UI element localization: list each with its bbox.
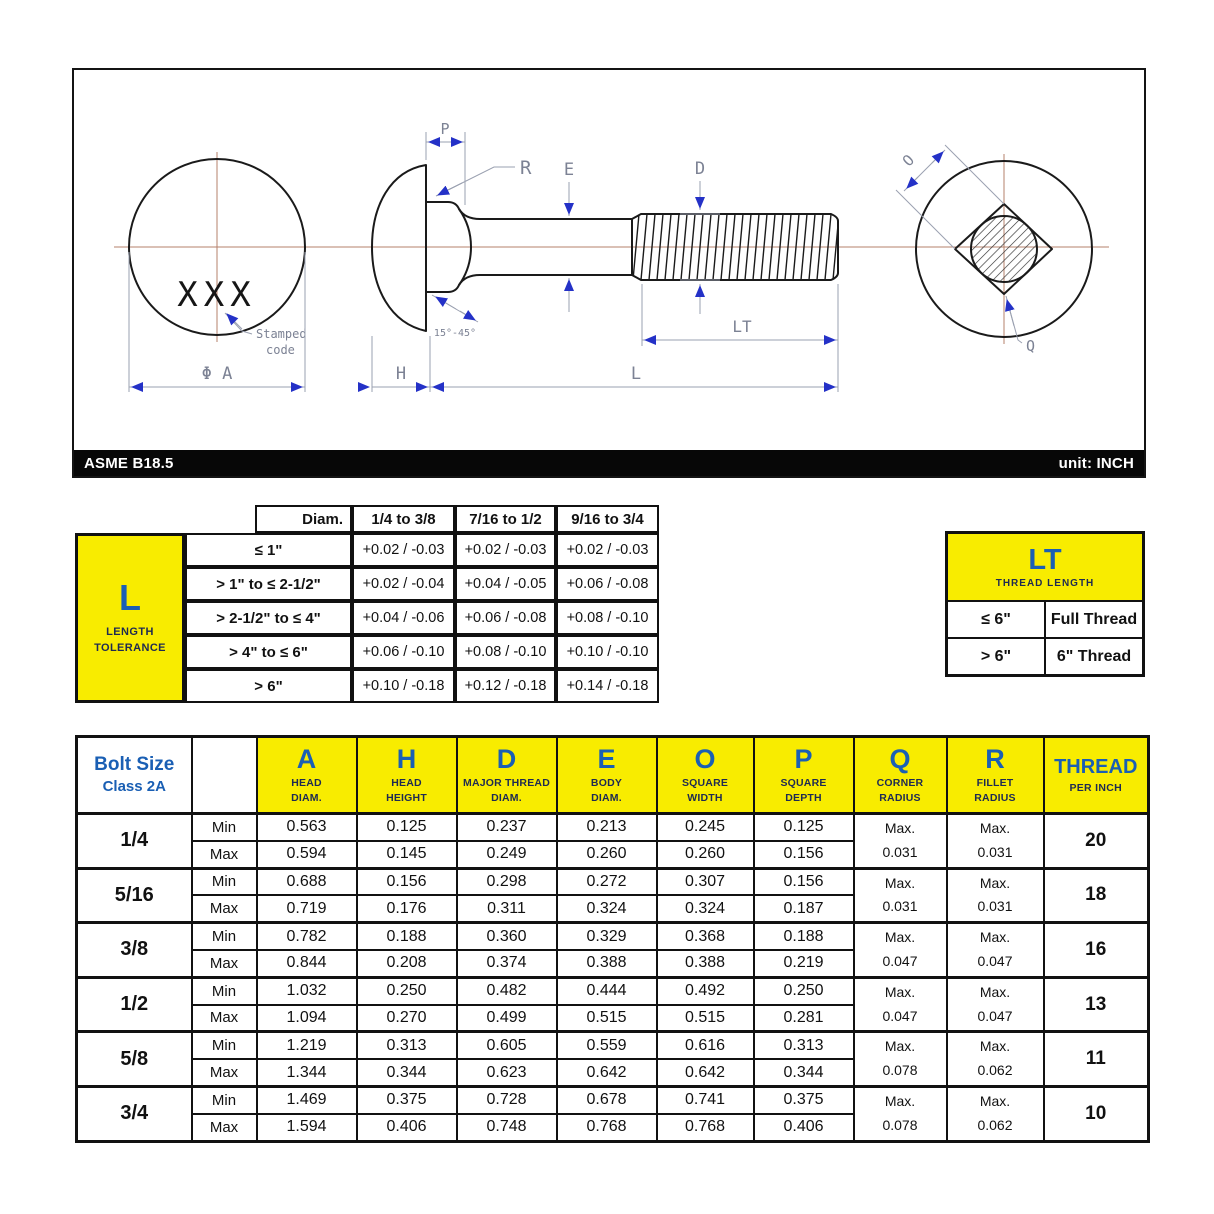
length-range: > 4" to ≤ 6": [185, 635, 352, 669]
threads-per-inch: 18: [1044, 868, 1149, 923]
tolerance-value: +0.06 / -0.08: [455, 601, 556, 635]
length-tolerance-table: [75, 505, 659, 703]
value-cell: 0.272: [557, 868, 657, 895]
value-cell: 0.444: [557, 977, 657, 1004]
corner-radius-cell: Max. 0.031: [854, 814, 947, 869]
diam-header: Diam.: [255, 505, 352, 533]
tolerance-value: +0.08 / -0.10: [455, 635, 556, 669]
threads-per-inch: 13: [1044, 977, 1149, 1032]
value-cell: 0.188: [754, 923, 854, 950]
fillet-radius-cell: Max. 0.047: [947, 923, 1044, 978]
column-header-q: Q CORNER RADIUS: [854, 737, 947, 814]
column-header-p: P SQUARE DEPTH: [754, 737, 854, 814]
length-range: > 1" to ≤ 2-1/2": [185, 567, 352, 601]
svg-text:P: P: [440, 120, 450, 138]
svg-text:code: code: [266, 343, 295, 357]
min-label: Min: [192, 1032, 257, 1059]
value-cell: 0.249: [457, 841, 557, 868]
diam-range-header: 7/16 to 1/2: [455, 505, 556, 533]
threads-per-inch: 20: [1044, 814, 1149, 869]
max-label: Max: [192, 1059, 257, 1086]
tolerance-value: +0.12 / -0.18: [455, 669, 556, 703]
value-cell: 0.768: [657, 1114, 754, 1141]
value-cell: 0.406: [754, 1114, 854, 1141]
dim-q: [1006, 296, 1035, 355]
max-label: Max: [192, 895, 257, 922]
bolt-size: 1/2: [77, 977, 192, 1032]
tolerance-value: +0.02 / -0.03: [455, 533, 556, 567]
column-header-a: A HEAD DIAM.: [257, 737, 357, 814]
svg-text:LT: LT: [732, 317, 752, 336]
bolt-size: 3/8: [77, 923, 192, 978]
value-cell: 0.375: [357, 1086, 457, 1113]
value-cell: 0.642: [657, 1059, 754, 1086]
min-label: Min: [192, 814, 257, 841]
value-cell: 1.219: [257, 1032, 357, 1059]
value-cell: 0.748: [457, 1114, 557, 1141]
value-cell: 0.406: [357, 1114, 457, 1141]
tolerance-value: +0.08 / -0.10: [556, 601, 659, 635]
tolerance-value: +0.06 / -0.08: [556, 567, 659, 601]
svg-text:15°-45°: 15°-45°: [433, 328, 477, 339]
fillet-radius-cell: Max. 0.031: [947, 868, 1044, 923]
max-label: Max: [192, 841, 257, 868]
value-cell: 0.515: [557, 1005, 657, 1032]
value-cell: 0.313: [754, 1032, 854, 1059]
value-cell: 0.156: [754, 841, 854, 868]
length-range: ≤ 1": [185, 533, 352, 567]
corner-radius-cell: Max. 0.047: [854, 977, 947, 1032]
length-range: > 2-1/2" to ≤ 4": [185, 601, 352, 635]
min-label: Min: [192, 923, 257, 950]
value-cell: 0.642: [557, 1059, 657, 1086]
value-cell: 0.125: [754, 814, 854, 841]
column-header-d: D MAJOR THREAD DIAM.: [457, 737, 557, 814]
length-range: > 6": [185, 669, 352, 703]
value-cell: 0.245: [657, 814, 754, 841]
tolerance-value: +0.10 / -0.10: [556, 635, 659, 669]
threads-per-inch: 16: [1044, 923, 1149, 978]
tolerance-value: +0.02 / -0.03: [556, 533, 659, 567]
thread-length-value: 6" Thread: [1045, 638, 1144, 676]
min-label: Min: [192, 868, 257, 895]
svg-text:R: R: [520, 157, 532, 179]
threads-per-inch: 11: [1044, 1032, 1149, 1087]
blank-header-cell: [192, 737, 257, 814]
value-cell: 0.719: [257, 895, 357, 922]
value-cell: 1.469: [257, 1086, 357, 1113]
max-label: Max: [192, 1114, 257, 1141]
length-tolerance-title: [75, 533, 185, 703]
carriage-bolt-drawing: [74, 70, 1144, 450]
svg-text:Q: Q: [1026, 337, 1036, 355]
thread-length-letter: LT: [1028, 543, 1062, 576]
value-cell: 0.563: [257, 814, 357, 841]
length-tolerance-caption: LENGTH TOLERANCE: [94, 625, 166, 654]
value-cell: 0.616: [657, 1032, 754, 1059]
value-cell: 0.237: [457, 814, 557, 841]
bolt-size: 1/4: [77, 814, 192, 869]
unit-label: unit: INCH: [1058, 454, 1134, 472]
dim-lt: [642, 284, 838, 392]
value-cell: 0.145: [357, 841, 457, 868]
max-label: Max: [192, 950, 257, 977]
value-cell: 0.329: [557, 923, 657, 950]
value-cell: 0.208: [357, 950, 457, 977]
column-header-e: E BODY DIAM.: [557, 737, 657, 814]
value-cell: 0.375: [754, 1086, 854, 1113]
value-cell: 0.260: [657, 841, 754, 868]
thread-length-condition: ≤ 6": [947, 601, 1046, 638]
value-cell: 0.260: [557, 841, 657, 868]
svg-text:L: L: [630, 364, 642, 384]
value-cell: 0.678: [557, 1086, 657, 1113]
value-cell: 1.094: [257, 1005, 357, 1032]
value-cell: 1.344: [257, 1059, 357, 1086]
value-cell: 0.250: [754, 977, 854, 1004]
column-header-o: O SQUARE WIDTH: [657, 737, 754, 814]
tolerance-value: +0.14 / -0.18: [556, 669, 659, 703]
value-cell: 0.213: [557, 814, 657, 841]
value-cell: 0.688: [257, 868, 357, 895]
value-cell: 0.219: [754, 950, 854, 977]
value-cell: 0.482: [457, 977, 557, 1004]
svg-text:E: E: [563, 160, 575, 180]
dim-h-l: [358, 336, 838, 392]
value-cell: 0.311: [457, 895, 557, 922]
svg-text:O: O: [898, 151, 919, 171]
column-header-h: H HEAD HEIGHT: [357, 737, 457, 814]
drawing-frame: [72, 68, 1146, 478]
fillet-radius-cell: Max. 0.031: [947, 814, 1044, 869]
value-cell: 0.270: [357, 1005, 457, 1032]
center-lines: [114, 152, 1109, 344]
value-cell: 0.313: [357, 1032, 457, 1059]
value-cell: 0.250: [357, 977, 457, 1004]
value-cell: 0.324: [657, 895, 754, 922]
tolerance-value: +0.10 / -0.18: [352, 669, 455, 703]
value-cell: 0.374: [457, 950, 557, 977]
svg-text:H: H: [395, 364, 407, 384]
bolt-spec-table: [75, 735, 1150, 1143]
min-label: Min: [192, 1086, 257, 1113]
dim-r: [436, 157, 532, 196]
standard-label: ASME B18.5: [84, 454, 174, 472]
value-cell: 0.388: [557, 950, 657, 977]
svg-text:D: D: [694, 159, 706, 179]
thread-length-title: [947, 533, 1144, 602]
value-cell: 1.594: [257, 1114, 357, 1141]
value-cell: 0.188: [357, 923, 457, 950]
threads-per-inch: 10: [1044, 1086, 1149, 1141]
corner-radius-cell: Max. 0.031: [854, 868, 947, 923]
value-cell: 1.032: [257, 977, 357, 1004]
tolerance-value: +0.02 / -0.04: [352, 567, 455, 601]
diam-range-header: 9/16 to 3/4: [556, 505, 659, 533]
diam-range-header: 1/4 to 3/8: [352, 505, 455, 533]
value-cell: 0.768: [557, 1114, 657, 1141]
stamp-text: XXX: [177, 275, 257, 315]
tolerance-value: +0.04 / -0.06: [352, 601, 455, 635]
value-cell: 0.156: [754, 868, 854, 895]
value-cell: 0.324: [557, 895, 657, 922]
tolerance-value: +0.04 / -0.05: [455, 567, 556, 601]
thread-length-table: [945, 531, 1145, 677]
value-cell: 0.187: [754, 895, 854, 922]
bolt-size: 5/16: [77, 868, 192, 923]
value-cell: 0.344: [357, 1059, 457, 1086]
value-cell: 0.782: [257, 923, 357, 950]
corner-radius-cell: Max. 0.078: [854, 1032, 947, 1087]
thread-length-value: Full Thread: [1045, 601, 1144, 638]
value-cell: 0.368: [657, 923, 754, 950]
chamfer-angle-note: [432, 295, 478, 339]
value-cell: 0.492: [657, 977, 754, 1004]
tolerance-value: +0.06 / -0.10: [352, 635, 455, 669]
bolt-side-view: [372, 165, 838, 331]
value-cell: 0.176: [357, 895, 457, 922]
value-cell: 0.307: [657, 868, 754, 895]
value-cell: 0.605: [457, 1032, 557, 1059]
dim-e: [564, 160, 574, 312]
value-cell: 0.623: [457, 1059, 557, 1086]
thread-length-condition: > 6": [947, 638, 1046, 676]
max-label: Max: [192, 1005, 257, 1032]
value-cell: 0.360: [457, 923, 557, 950]
value-cell: 0.741: [657, 1086, 754, 1113]
thread-length-caption: THREAD LENGTH: [995, 578, 1095, 590]
value-cell: 0.515: [657, 1005, 754, 1032]
length-tolerance-letter: L: [119, 576, 141, 618]
standard-bar: [74, 450, 1144, 476]
fillet-radius-cell: Max. 0.062: [947, 1086, 1044, 1141]
value-cell: 0.388: [657, 950, 754, 977]
bolt-size: 3/4: [77, 1086, 192, 1141]
column-header-r: R FILLET RADIUS: [947, 737, 1044, 814]
bolt-size-header: Bolt Size Class 2A: [77, 737, 192, 814]
value-cell: 0.156: [357, 868, 457, 895]
value-cell: 0.125: [357, 814, 457, 841]
tolerance-value: +0.02 / -0.03: [352, 533, 455, 567]
fillet-radius-cell: Max. 0.062: [947, 1032, 1044, 1087]
corner-radius-cell: Max. 0.078: [854, 1086, 947, 1141]
value-cell: 0.728: [457, 1086, 557, 1113]
min-label: Min: [192, 977, 257, 1004]
value-cell: 0.281: [754, 1005, 854, 1032]
value-cell: 0.298: [457, 868, 557, 895]
svg-text:Φ A: Φ A: [201, 364, 233, 384]
column-header-thread: THREAD PER INCH: [1044, 737, 1149, 814]
value-cell: 0.559: [557, 1032, 657, 1059]
value-cell: 0.499: [457, 1005, 557, 1032]
value-cell: 0.844: [257, 950, 357, 977]
bolt-size: 5/8: [77, 1032, 192, 1087]
value-cell: 0.344: [754, 1059, 854, 1086]
fillet-radius-cell: Max. 0.047: [947, 977, 1044, 1032]
dim-p: [426, 120, 465, 205]
svg-text:Stamped: Stamped: [256, 327, 307, 341]
corner-radius-cell: Max. 0.047: [854, 923, 947, 978]
value-cell: 0.594: [257, 841, 357, 868]
